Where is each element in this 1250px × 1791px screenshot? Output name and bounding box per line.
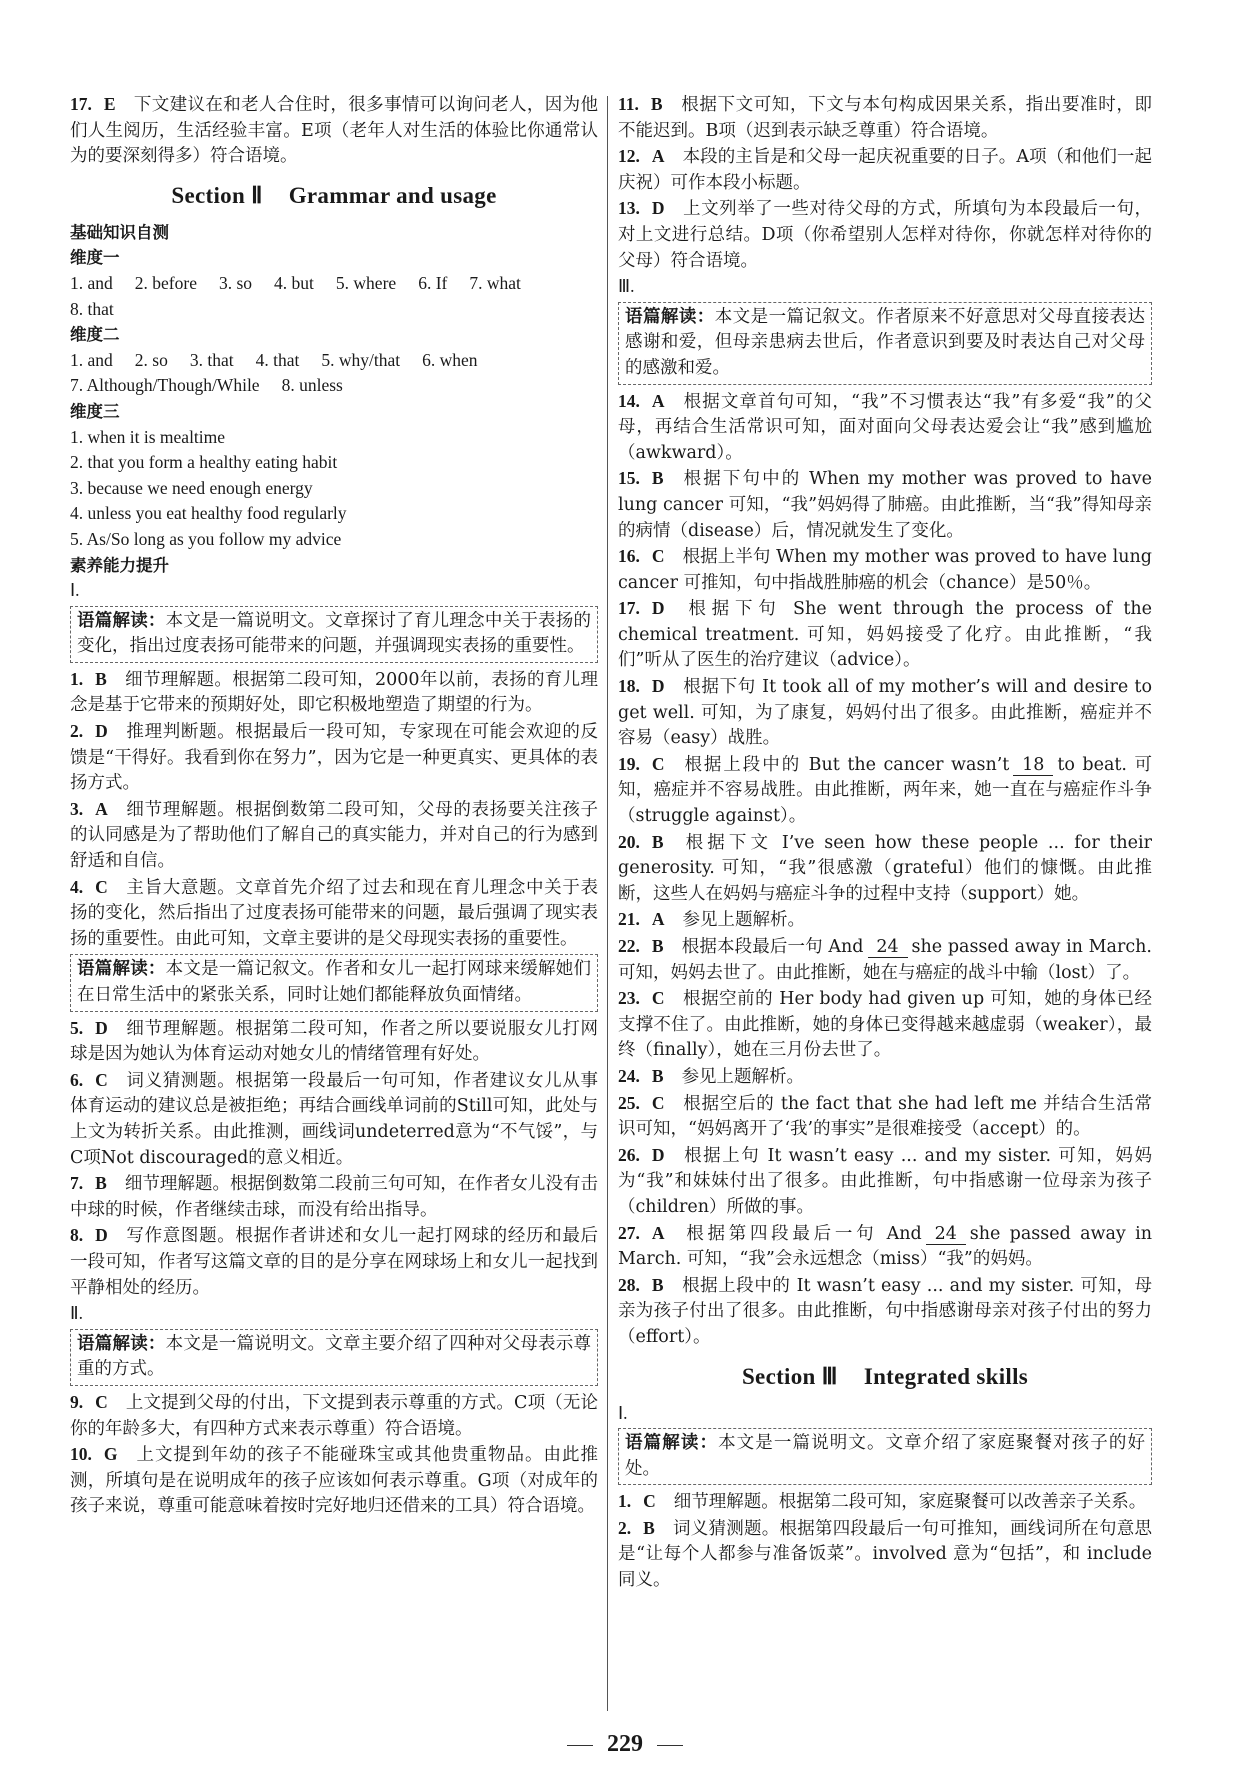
item-explanation: 上文列举了一些对待父母的方式，所填句为本段最后一句，对上文进行总结。D项（你希望别人怎样对待你，你就怎样对待你的父母）符合语境。 (618, 199, 1152, 271)
item-explanation: 根据上段中的 But the cancer wasn’t (682, 754, 1010, 775)
section-title (618, 1357, 1152, 1397)
answer-item (70, 875, 598, 953)
answer-item (618, 389, 1152, 467)
page-number-value: 229 (607, 1731, 643, 1757)
item-explanation: she passed away in March. 可知，“我”会永远想念（miss）“我”的妈妈。 (618, 1223, 1152, 1270)
item-answer: D (651, 198, 665, 219)
item-explanation: 根据文章首句可知，“我”不习惯表达“我”有多爱“我”的父母，再结合生活常识可知，面对面向父母表达爱会让“我”感到尴尬（awkward）。 (618, 391, 1152, 463)
item-number: 8. (70, 1225, 84, 1246)
item-answer: C (651, 753, 665, 774)
item-number: 22. (618, 936, 640, 956)
item-number: 12. (618, 146, 640, 167)
summary-text: 本文是一篇记叙文。作者原来不好意思对父母直接表达感谢和爱，但母亲患病去世后，作者意识到要及时表达自己对父母的感激和爱。 (625, 306, 1146, 378)
answer-item (70, 1390, 598, 1442)
answer-item (618, 544, 1152, 596)
passage-summary (70, 1329, 598, 1386)
item-explanation: 细节理解题。根据第二段可知，2000年以前，表扬的育儿理念是基于它带来的预期好处，即它积极地塑造了期望的行为。 (70, 669, 598, 716)
item-answer: B (651, 1274, 664, 1295)
item-answer: C (651, 988, 665, 1009)
section-title (70, 176, 598, 216)
answer-item (618, 986, 1152, 1064)
item-answer: D (95, 721, 108, 742)
summary-label: 语篇解读： (625, 1433, 719, 1454)
answer-pair: 4. that (255, 349, 300, 370)
answer-item (618, 1489, 1152, 1516)
item-explanation: 上文提到父母的付出，下文提到表示尊重的方式。C项（无论你的年龄多大，有四种方式来表示尊重）符合语境。 (70, 1392, 598, 1439)
item-answer: B (651, 1065, 664, 1086)
item-answer: E (103, 94, 116, 114)
item-explanation: 细节理解题。根据第二段可知，家庭聚餐可以改善亲子关系。 (673, 1492, 1147, 1513)
section-name: Integrated skills (863, 1363, 1029, 1389)
item-explanation: 根据下句 It took all of my mother’s will and desire to get well. 可知，为了康复，妈妈付出了很多。由此推断，癌症并不容易（easy）战胜。 (618, 677, 1152, 749)
answer-item (618, 596, 1152, 674)
item-explanation: she passed away in March. 可知，妈妈去世了。由此推断，她在与癌症的战斗中输（lost）了。 (618, 937, 1152, 983)
item-number: 18. (618, 676, 640, 697)
answer-item (618, 752, 1152, 830)
answer-pair: 7. what (469, 272, 521, 293)
section-number: Section Ⅲ (741, 1363, 838, 1389)
item-number: 17. (618, 598, 640, 619)
item-number: 17. (70, 94, 92, 114)
answer-item (70, 719, 598, 797)
part-number: Ⅱ. (70, 1303, 83, 1324)
answer-pair: 4. but (274, 272, 314, 293)
item-explanation: 主旨大意题。文章首先介绍了过去和现在育儿理念中关于表扬的变化，然后指出了过度表扬可能带来的问题，最后强调了现实表扬的重要性。由此可知，文章主要讲的是父母现实表扬的重要性。 (70, 877, 598, 949)
item-answer: B (651, 468, 664, 489)
section-number: Section Ⅱ (171, 182, 263, 208)
item-number: 1. (618, 1491, 632, 1512)
item-explanation: 根据本段最后一句 And (681, 937, 864, 957)
item-answer: C (95, 1391, 108, 1412)
answer-line: 4. unless you eat healthy food regularly (70, 503, 347, 524)
subheading: 基础知识自测 (70, 222, 169, 242)
answer-item (618, 92, 1152, 144)
item-number: 2. (618, 1517, 632, 1538)
item-answer: D (651, 1144, 665, 1165)
item-explanation: 根据上句 It wasn’t easy ... and my sister. 可知，妈妈为“我”和妹妹付出了很多。由此推断，句中指感谢一位母亲为孩子（children）所做的事。 (618, 1145, 1152, 1217)
answer-line (70, 271, 598, 297)
blank-number: 24 (868, 937, 908, 958)
item-explanation: 细节理解题。根据倒数第二段前三句可知，在作者女儿没有击中球的时候，作者继续击球，而没有给出指导。 (70, 1174, 598, 1220)
item-number: 1. (70, 668, 84, 689)
passage-summary (618, 1428, 1152, 1485)
item-answer: B (651, 936, 664, 956)
item-number: 6. (70, 1069, 84, 1090)
item-number: 9. (70, 1391, 84, 1412)
summary-text: 本文是一篇记叙文。作者和女儿一起打网球来缓解她们在日常生活中的紧张关系，同时让她们都能释放负面情绪。 (77, 959, 592, 1005)
summary-label: 语篇解读： (77, 959, 166, 980)
item-answer: C (95, 876, 108, 897)
item-number: 25. (618, 1092, 640, 1113)
item-number: 26. (618, 1144, 640, 1165)
item-explanation: 根据上段中的 It wasn’t easy ... and my sister. 可知，母亲为孩子付出了很多。由此推断，句中指感谢母亲对孩子付出的努力（effort）。 (618, 1275, 1152, 1347)
item-number: 15. (618, 468, 640, 489)
part-number: Ⅲ. (618, 276, 635, 297)
item-answer: B (651, 831, 664, 852)
item-explanation: 下文建议在和老人合住时，很多事情可以询问老人，因为他们人生阅历，生活经验丰富。E项（老年人对生活的体验比你通常认为的要深刻得多）符合语境。 (70, 95, 598, 167)
answer-item (70, 797, 598, 875)
summary-text: 本文是一篇说明文。文章探讨了育儿理念中关于表扬的变化，指出过度表扬可能带来的问题，并强调现实表扬的重要性。 (77, 610, 592, 657)
item-answer: B (95, 1173, 107, 1194)
item-number: 28. (618, 1274, 640, 1295)
page-number-dash (657, 1745, 683, 1746)
summary-label: 语篇解读： (625, 306, 715, 327)
answer-item (618, 934, 1152, 986)
answer-item (618, 144, 1152, 196)
answer-line: 2. that you form a healthy eating habit (70, 452, 338, 473)
answer-item (618, 1221, 1152, 1273)
answer-pair: 2. before (134, 272, 197, 293)
item-explanation: 本段的主旨是和父母一起庆祝重要的日子。A项（和他们一起庆祝）可作本段小标题。 (618, 147, 1152, 193)
item-number: 14. (618, 390, 640, 411)
answer-item (618, 1064, 1152, 1091)
answer-item (70, 1171, 598, 1223)
item-answer: G (103, 1444, 118, 1465)
left-column (70, 92, 598, 1520)
item-explanation: 上文提到年幼的孩子不能碰珠宝或其他贵重物品。由此推测，所填句是在说明成年的孩子应该如何表示尊重。G项（对成年的孩子来说，尊重可能意味着按时完好地归还借来的工具）符合语境。 (70, 1445, 598, 1517)
answer-item (70, 667, 598, 719)
item-number: 13. (618, 198, 640, 219)
answer-pair: 3. that (189, 349, 234, 370)
answer-item (618, 830, 1152, 908)
answer-item (618, 1143, 1152, 1221)
item-answer: A (651, 1222, 665, 1243)
item-answer: D (651, 676, 665, 697)
answer-line: 5. As/So long as you follow my advice (70, 528, 342, 549)
item-explanation: 写作意图题。根据作者讲述和女儿一起打网球的经历和最后一段可知，作者写这篇文章的目的是分享在网球场上和女儿一起找到平静相处的经历。 (70, 1226, 598, 1298)
blank-number: 24 (926, 1224, 966, 1245)
item-explanation: to beat. 可知，癌症并不容易战胜。由此推断，两年来，她一直在与癌症作斗争（struggle against）。 (618, 754, 1152, 827)
item-number: 3. (70, 798, 84, 819)
answer-pair: 1. and (70, 272, 113, 293)
answer-pair: 5. where (335, 272, 397, 293)
dimension-heading: 维度三 (70, 401, 120, 421)
item-number: 11. (618, 94, 639, 114)
answer-pair: 3. so (218, 272, 253, 293)
answer-item (70, 1068, 598, 1171)
answer-item (618, 674, 1152, 752)
item-number: 23. (618, 988, 640, 1009)
page-number-dash (567, 1745, 593, 1746)
answer-pair: 7. Although/Though/While (70, 375, 260, 396)
item-number: 4. (70, 876, 84, 897)
answer-line: 8. that (70, 298, 114, 319)
answer-line (70, 373, 598, 399)
answer-pair: 5. why/that (321, 349, 401, 370)
item-answer: A (651, 390, 665, 411)
item-answer: A (651, 909, 665, 930)
item-explanation: 根据空后的 the fact that she had left me 并结合生活常识可知，“妈妈离开了‘我’的事实”是很难接受（accept）的。 (618, 1093, 1152, 1140)
answer-item (618, 196, 1152, 274)
item-number: 20. (618, 831, 640, 852)
item-number: 2. (70, 721, 84, 742)
item-answer: B (95, 668, 107, 689)
answer-line (70, 348, 598, 374)
dimension-heading: 维度二 (70, 325, 120, 345)
summary-label: 语篇解读： (77, 1333, 166, 1354)
item-answer: C (651, 1092, 665, 1113)
page-number (0, 1732, 1250, 1758)
item-answer: C (95, 1069, 108, 1090)
answer-item (618, 1516, 1152, 1594)
item-explanation: 根据第四段最后一句 And (682, 1223, 922, 1244)
summary-text: 本文是一篇说明文。文章主要介绍了四种对父母表示尊重的方式。 (77, 1333, 592, 1380)
answer-pair: 8. unless (281, 375, 343, 396)
item-answer: B (643, 1517, 655, 1538)
item-answer: C (643, 1491, 656, 1512)
answer-item (618, 1091, 1152, 1143)
item-number: 5. (70, 1017, 84, 1038)
item-explanation: 根据空前的 Her body had given up 可知，她的身体已经支撑不住了。由此推断，她的身体已变得越来越虚弱（weaker），最终（finally），她在三月份去世了。 (618, 989, 1152, 1061)
summary-label: 语篇解读： (77, 610, 166, 631)
item-answer: C (651, 546, 665, 567)
item-explanation: 细节理解题。根据倒数第二段可知，父母的表扬要关注孩子的认同感是为了帮助他们了解自己的真实能力，并对自己的行为感到舒适和自信。 (70, 799, 598, 872)
item-number: 27. (618, 1222, 640, 1243)
item-explanation: 根据下文 I’ve seen how these people ... for their generosity. 可知，“我”很感激（grateful）他们的慷慨。由此推断，这些人在妈妈与癌症斗争的过程中支持（support）她。 (618, 832, 1152, 904)
item-number: 21. (618, 909, 640, 930)
item-explanation: 参见上题解析。 (681, 1066, 805, 1087)
item-number: 24. (618, 1065, 640, 1086)
item-explanation: 词义猜测题。根据第一段最后一句可知，作者建议女儿从事体育运动的建议总是被拒绝；再结合画线单词前的Still可知，此处与上文为转折关系。由此推测，画线词undeterred意为“不气馁”，与C项Not discouraged的意义相近。 (70, 1070, 598, 1168)
passage-summary (70, 954, 598, 1011)
answer-item (70, 1442, 598, 1520)
part-number: Ⅰ. (70, 580, 80, 601)
passage-summary (70, 606, 598, 663)
item-number: 7. (70, 1173, 84, 1194)
item-explanation: 根据下文可知，下文与本句构成因果关系，指出要准时，即不能迟到。B项（迟到表示缺乏尊重）符合语境。 (618, 95, 1152, 141)
answer-item (618, 1273, 1152, 1351)
answer-line: 3. because we need enough energy (70, 477, 313, 498)
item-number: 19. (618, 753, 640, 774)
item-explanation: 细节理解题。根据第二段可知，作者之所以要说服女儿打网球是因为她认为体育运动对她女儿的情绪管理有好处。 (70, 1018, 598, 1065)
summary-text: 本文是一篇说明文。文章介绍了家庭聚餐对孩子的好处。 (625, 1433, 1146, 1479)
answer-item (70, 1223, 598, 1301)
answer-item (70, 92, 598, 170)
item-answer: B (650, 94, 663, 114)
column-divider (607, 96, 608, 1711)
item-answer: A (95, 798, 108, 819)
item-answer: D (95, 1017, 108, 1038)
answer-line: 1. when it is mealtime (70, 426, 226, 447)
answer-pair: 6. when (422, 349, 478, 370)
answer-pair: 1. and (70, 349, 113, 370)
item-explanation: 参见上题解析。 (682, 910, 806, 931)
subheading: 素养能力提升 (70, 555, 169, 575)
section-name: Grammar and usage (288, 182, 497, 208)
item-answer: D (651, 598, 665, 619)
blank-number: 18 (1013, 755, 1053, 776)
passage-summary (618, 302, 1152, 385)
item-explanation: 词义猜测题。根据第四段最后一句可推知，画线词所在句意思是“让每个人都参与准备饭菜”。involved 意为“包括”，和 include 同义。 (618, 1518, 1152, 1591)
item-number: 16. (618, 546, 640, 567)
answer-item (618, 466, 1152, 544)
item-explanation: 根据下句中的 When my mother was proved to have lung cancer 可知，“我”妈妈得了肺癌。由此推断，当“我”得知母亲的病情（disease）后，情况就发生了变化。 (618, 469, 1152, 541)
answer-pair: 6. If (418, 272, 448, 293)
item-answer: D (95, 1225, 108, 1246)
part-number: Ⅰ. (618, 1402, 628, 1423)
answer-item (618, 907, 1152, 934)
dimension-heading: 维度一 (70, 248, 120, 268)
item-explanation: 根据下句 She went through the process of the chemical treatment. 可知，妈妈接受了化疗。由此推断，“我们”听从了医生的治疗建议（advice）。 (618, 599, 1152, 671)
answer-item (70, 1016, 598, 1068)
item-number: 10. (70, 1444, 92, 1465)
answer-pair: 2. so (134, 349, 168, 370)
item-explanation: 根据上半句 When my mother was proved to have lung cancer 可推知，句中指战胜肺癌的机会（chance）是50％。 (618, 547, 1152, 593)
item-answer: A (651, 146, 665, 167)
right-column (618, 92, 1152, 1594)
item-explanation: 推理判断题。根据最后一段可知，专家现在可能会欢迎的反馈是“干得好。我看到你在努力”，因为它是一种更真实、更具体的表扬方式。 (70, 722, 598, 794)
